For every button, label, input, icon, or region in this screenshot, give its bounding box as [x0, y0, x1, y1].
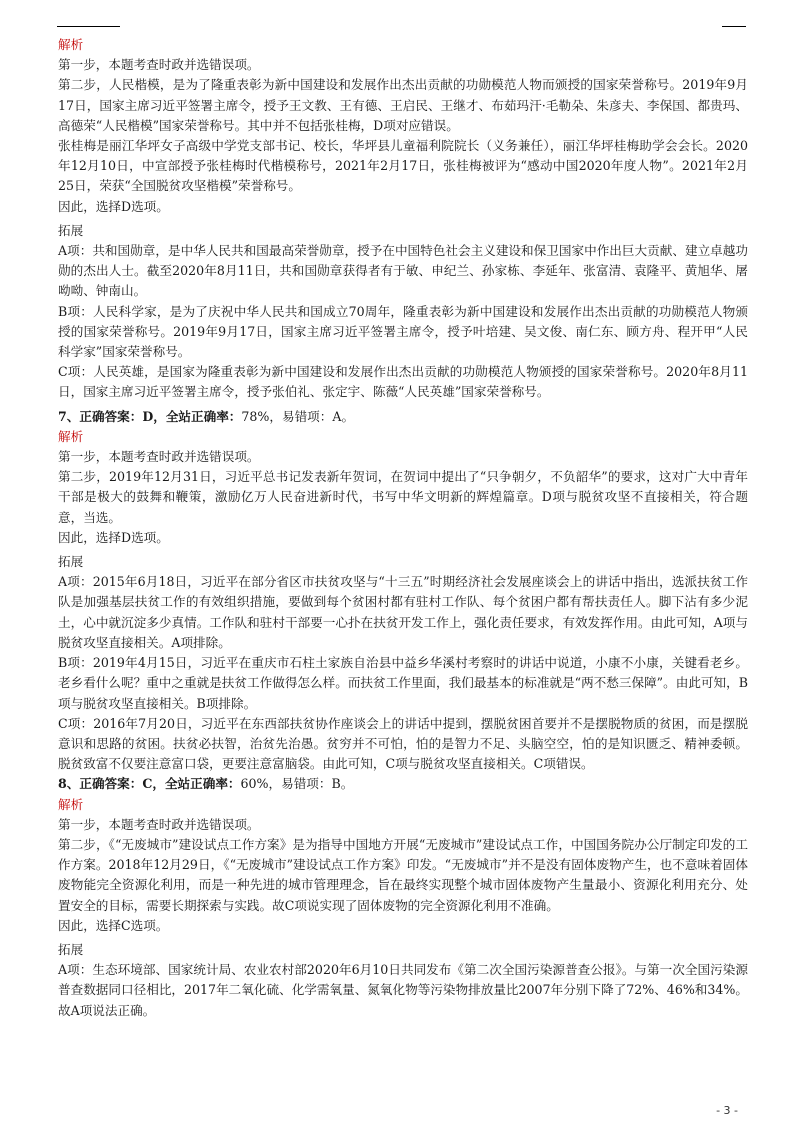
header-rule-right [722, 26, 746, 27]
analysis-line: 因此，选择D选项。 [58, 198, 169, 214]
extension-item: C项：2016年7月20日，习近平在东西部扶贫协作座谈会上的讲话中提到，摆脱贫困首要并不是摆脱物质的贫困，而是摆脱意识和思路的贫困。扶贫必扶智，治贫先治愚。贫穷并不可怕，怕的是智力不足、头脑空空，怕的是知识匮乏、精神委顿。脱贫致富不仅要注意富口袋，更要注意富脑袋。由此可知，C项与脱贫攻坚直接相关。C项错误。 [58, 715, 748, 772]
question-7-answer [58, 407, 748, 427]
page-content [58, 35, 748, 1021]
page-number: - 3 - [716, 1104, 738, 1117]
extension-heading: 拓展 [58, 941, 84, 957]
extension-heading: 拓展 [58, 222, 84, 238]
analysis-line: 第一步，本题考查时政并选错误项。 [58, 816, 260, 832]
analysis-heading: 解析 [58, 428, 84, 444]
analysis-line: 第二步，《“无废城市”建设试点工作方案》是为指导中国地方开展“无废城市”建设试点工作，中国国务院办公厅制定印发的工作方案。2018年12月29日，《“无废城市”建设试点工作方案》印发。“无废城市”并不是没有固体废物产生，也不意味着固体废物能完全资源化利用，而是一种先进的城市管理理念，旨在最终实现整个城市固体废物产生量最小、资源化利用充分、处置安全的目标，需要长期探索与实践。故C项说实现了固体废物的完全资源化利用不准确。 [58, 836, 748, 913]
header-rule-left [57, 26, 120, 27]
answer-stats: 60%，易错项：B。 [240, 776, 354, 792]
extension-item: A项：共和国勋章，是中华人民共和国最高荣誉勋章，授予在中国特色社会主义建设和保卫国家中作出巨大贡献、建立卓越功勋的杰出人士。截至2020年8月11日，共和国勋章获得者有于敏、申纪兰、孙家栋、李延年、张富清、袁隆平、黄旭华、屠呦呦、钟南山。 [58, 243, 748, 299]
analysis-line: 张桂梅是丽江华坪女子高级中学党支部书记、校长，华坪县儿童福利院院长（义务兼任），丽江华坪桂梅助学会会长。2020年12月10日，中宣部授予张桂梅时代楷模称号，2021年2月17日，张桂梅被评为“感动中国2020年度人物”。2021年2月25日，荣获“全国脱贫攻坚楷模”荣誉称号。 [58, 138, 748, 194]
answer-stats: 78%，易错项：A。 [241, 408, 355, 424]
analysis-heading: 解析 [58, 796, 84, 812]
analysis-line: 第一步，本题考查时政并选错误项。 [58, 449, 260, 465]
analysis-line: 因此，选择C选项。 [58, 917, 169, 933]
extension-heading: 拓展 [58, 554, 84, 570]
extension-item: A项：生态环境部、国家统计局、农业农村部2020年6月10日共同发布《第二次全国污染源普查公报》。与第一次全国污染源普查数据同口径相比，2017年二氧化硫、化学需氧量、氮氧化物等污染物排放量比2007年分别下降了72%、46%和34%。故A项说法正确。 [58, 962, 748, 1018]
extension-item: C项：人民英雄，是国家为隆重表彰为新中国建设和发展作出杰出贡献的功勋模范人物颁授的国家荣誉称号。2020年8月11日，国家主席习近平签署主席令，授予张伯礼、张定宇、陈薇“人民英雄”国家荣誉称号。 [58, 364, 748, 400]
extension-item: B项：人民科学家，是为了庆祝中华人民共和国成立70周年，隆重表彰为新中国建设和发展作出杰出贡献的功勋模范人物颁授的国家荣誉称号。2019年9月17日，国家主席习近平签署主席令，授予叶培建、吴文俊、南仁东、顾方舟、程开甲“人民科学家”国家荣誉称号。 [58, 303, 748, 360]
analysis-line: 因此，选择D选项。 [58, 529, 169, 545]
answer-label: 8、正确答案：C，全站正确率： [58, 776, 241, 792]
question-8-answer [58, 774, 748, 794]
analysis-line: 第二步，2019年12月31日，习近平总书记发表新年贺词，在贺词中提出了“只争朝夕，不负韶华”的要求，这对广大中青年干部是极大的鼓舞和鞭策，激励亿万人民奋进新时代，书写中华文明新的辉煌篇章。D项与脱贫攻坚不直接相关，符合题意，当选。 [58, 469, 748, 525]
extension-item: B项：2019年4月15日，习近平在重庆市石柱土家族自治县中益乡华溪村考察时的讲话中说道，小康不小康，关键看老乡。老乡看什么呢？重中之重就是扶贫工作做得怎么样。而扶贫工作里面，我们最基本的标准就是“两不愁三保障”。由此可知，B项与脱贫攻坚直接相关。B项排除。 [58, 655, 748, 711]
analysis-heading: 解析 [58, 37, 84, 52]
answer-label: 7、正确答案：D，全站正确率： [58, 408, 242, 424]
analysis-line: 第一步，本题考查时政并选错误项。 [58, 57, 260, 73]
analysis-line: 第二步，人民楷模，是为了隆重表彰为新中国建设和发展作出杰出贡献的功勋模范人物而颁授的国家荣誉称号。2019年9月17日，国家主席习近平签署主席令，授予王文教、王有德、王启民、王继才、布茹玛汗·毛勒朵、朱彦夫、李保国、都贵玛、高德荣“人民楷模”国家荣誉称号。其中并不包括张桂梅，D项对应错误。 [58, 77, 748, 133]
extension-item: A项：2015年6月18日，习近平在部分省区市扶贫攻坚与“十三五”时期经济社会发展座谈会上的讲话中指出，选派扶贫工作队是加强基层扶贫工作的有效组织措施，要做到每个贫困村都有驻村工作队、每个贫困户都有帮扶责任人。脚下沾有多少泥土，心中就沉淀多少真情。工作队和驻村干部要一心扑在扶贫开发工作上，强化责任要求，有效发挥作用。由此可知，A项与脱贫攻坚直接相关。A项排除。 [58, 574, 748, 650]
